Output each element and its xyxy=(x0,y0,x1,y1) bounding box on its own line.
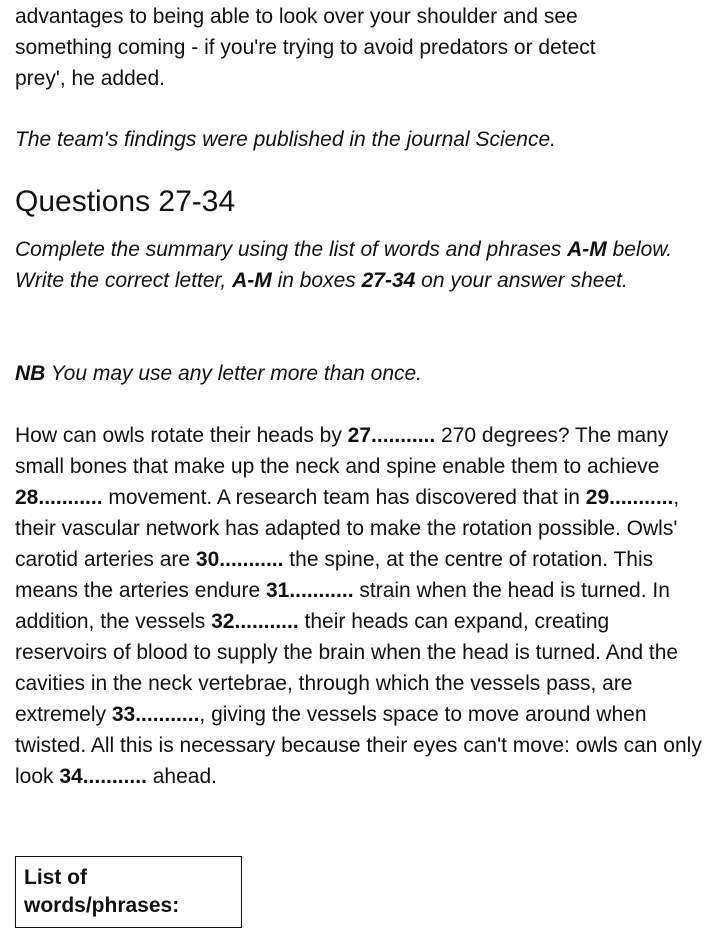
word-list-title: words/phrases: xyxy=(24,894,180,917)
blank-29: 29........... xyxy=(585,486,674,509)
summary-text: the spine, at the centre of rotation. This means the arteries endure xyxy=(15,548,654,602)
section-title: Questions 27-34 xyxy=(15,185,236,218)
blank-27: 27........... xyxy=(347,424,436,447)
blank-28: 28........... xyxy=(15,486,103,509)
summary-text: , their vascular network has adapted to make the rotation possible. Owls' carotid arteries are xyxy=(15,486,680,571)
letter-range: A-M xyxy=(567,238,607,261)
paragraph-line: advantages to being able to look over your shoulder and see xyxy=(15,5,578,28)
word-list-title: List of xyxy=(24,866,87,889)
paragraph-line: something coming - if you're trying to avoid predators or detect xyxy=(15,36,596,59)
instructions xyxy=(15,234,705,296)
blank-32: 32........... xyxy=(211,610,299,633)
word-list-box xyxy=(15,856,242,928)
blank-34: 34........... xyxy=(59,765,147,788)
summary-paragraph xyxy=(15,420,705,792)
summary-text: 270 degrees? The many small bones that make up the neck and spine enable them to achieve xyxy=(15,424,669,478)
summary-text: movement. A research team has discovered that in xyxy=(102,486,586,509)
summary-text: How can owls rotate their heads by xyxy=(15,424,348,447)
instructions-text: below. Write the correct letter, xyxy=(15,238,673,292)
nb-text: You may use any letter more than once. xyxy=(45,362,423,385)
summary-text: their heads can expand, creating reservoirs of blood to supply the brain when the head is turned. And the cavities in the neck vertebrae, through which the vessels pass, are extremely xyxy=(15,610,679,726)
paragraph-line: prey', he added. xyxy=(15,67,165,90)
letter-range: A-M xyxy=(232,269,272,292)
summary-text: strain when the head is turned. In addition, the vessels xyxy=(15,579,670,633)
publication-note: The team's findings were published in the journal Science. xyxy=(15,128,556,151)
nb-note xyxy=(15,358,705,389)
instructions-text: Complete the summary using the list of words and phrases xyxy=(15,238,568,261)
previous-paragraph xyxy=(15,1,705,94)
instructions-text: on your answer sheet. xyxy=(415,269,628,292)
summary-text: ahead. xyxy=(146,765,217,788)
summary-text: , giving the vessels space to move around when twisted. All this is necessary because their eyes can't move: owls can only look xyxy=(15,703,702,788)
box-range: 27-34 xyxy=(361,269,416,292)
nb-label: NB xyxy=(15,362,46,385)
instructions-text: in boxes xyxy=(271,269,362,292)
blank-33: 33........... xyxy=(111,703,200,726)
blank-31: 31........... xyxy=(265,579,354,602)
blank-30: 30........... xyxy=(195,548,284,571)
